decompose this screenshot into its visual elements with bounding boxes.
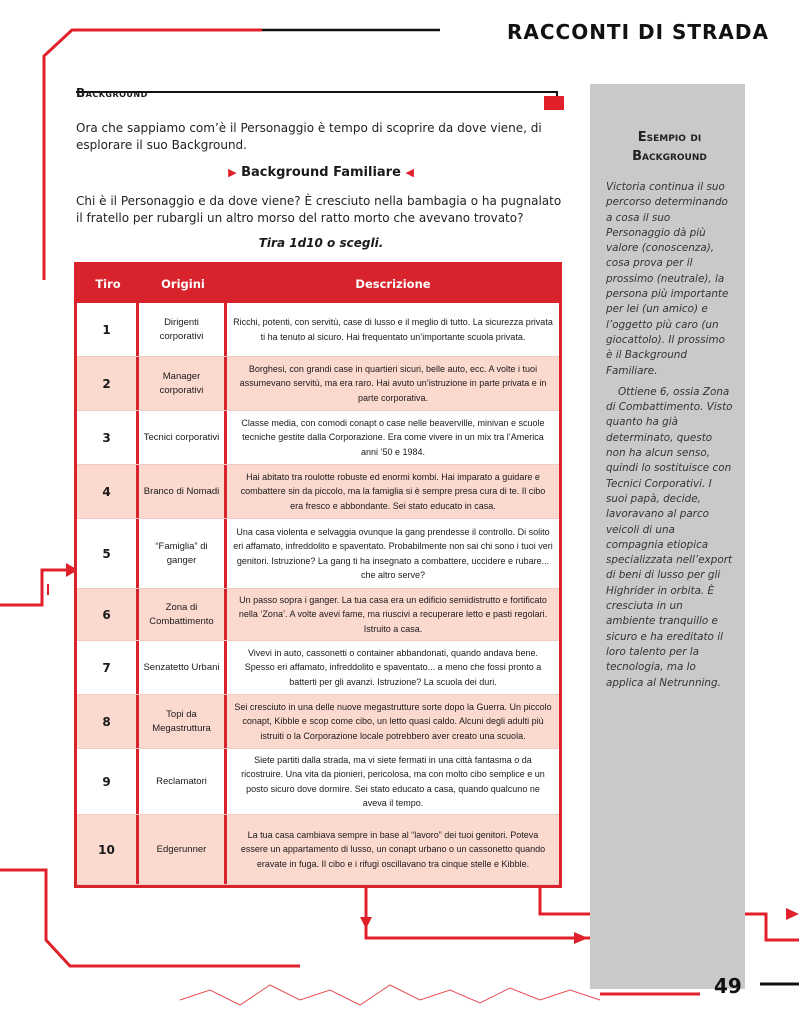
triangle-right-icon: ▶: [228, 166, 237, 179]
row-origin: Edgerunner: [139, 815, 227, 884]
sub-heading: [76, 165, 566, 180]
row-roll: 7: [77, 641, 139, 694]
page-number: 49: [714, 974, 742, 998]
row-roll: 5: [77, 519, 139, 588]
table-row: [77, 465, 559, 519]
table-row: [77, 641, 559, 695]
table-row: [77, 411, 559, 465]
question-paragraph: Chi è il Personaggio e da dove viene? È cresciuto nella bambagia o ha pugnalato il fratello per rubargli un altro morso del ratto morto che avevano trovato?: [76, 194, 562, 225]
row-description: Ricchi, potenti, con servitù, case di lusso e il meglio di tutto. La sicurezza privata ti ha tenuto al sicuro. Hai frequentato un’importante scuola privata.: [233, 317, 553, 342]
header-description: Descrizione: [355, 277, 431, 291]
row-roll: 3: [77, 411, 139, 464]
row-roll: 8: [77, 695, 139, 748]
row-roll: 10: [77, 815, 139, 884]
row-origin: Branco di Nomadi: [139, 465, 227, 518]
row-description: Classe media, con comodi conapt o case nelle beaverville, minivan e scuole tecniche gestite dalla Corporazione. Era come vivere in un mix tra l’America anni ’50 e 1984.: [241, 417, 545, 457]
row-origin: Zona di Combattimento: [139, 589, 227, 640]
row-roll: 1: [77, 303, 139, 356]
row-origin: Topi da Megastruttura: [139, 695, 227, 748]
chapter-title: RACCONTI DI STRADA: [506, 20, 769, 44]
row-description: Vivevi in auto, cassonetti o container abbandonati, quando andava bene. Spesso eri affamato, infreddolito e spaventato... a meno che fossi pronto a batterti per gli avanzi. Istruzione? La scuola dei duri.: [244, 647, 542, 687]
sidebar-paragraph: Ottiene 6, ossia Zona di Combattimento. Visto quanto ha già determinato, questo non ha alcun senso, quindi lo sostituisce con Tecnici Corporativi. I suoi papà, decide, lavoravano al parco veicoli di una compagnia etiopica specializzata nell’export di beni di lusso per gli Highrider in orbita. È cresciuta in un ambiente tranquillo e sicuro e ha ereditato il loro talento per la tecnologia, ma lo applica al Netrunning.: [606, 385, 733, 689]
header-origin: Origini: [161, 277, 205, 291]
row-roll: 4: [77, 465, 139, 518]
row-description: Una casa violenta e selvaggia ovunque la gang prendesse il controllo. Di solito eri affamato, infreddolito e spaventato. Probabilmente non sai chi sono i tuoi veri genitori. Istruzione? La gang ti ha insegnato a combattere, uccidere e rubare... che altro serve?: [233, 526, 553, 580]
table-body: [77, 303, 559, 885]
section-heading: Background: [76, 86, 148, 100]
row-description: Sei cresciuto in una delle nuove megastrutture sorte dopo la Guerra. Un piccolo conapt, Kibble e scop come cibo, un letto quasi caldo. Alcuni degli adulti più istruiti o la Corporazione locale potrebbero aver creato una scuola.: [234, 701, 552, 741]
row-description: Borghesi, con grandi case in quartieri sicuri, belle auto, ecc. A volte i tuoi assumevano servitù, ma era raro. Hai avuto un’istruzione in parte privata e in parte corporativa.: [239, 363, 547, 403]
row-description: Hai abitato tra roulotte robuste ed enormi kombi. Hai imparato a guidare e combattere sin da piccolo, ma la famiglia si è sempre presa cura di te. Il cibo era fresco e abbondante. Sei stato educato in casa.: [240, 471, 546, 511]
row-roll: 2: [77, 357, 139, 410]
row-origin: “Famiglia” di ganger: [139, 519, 227, 588]
row-description: Un passo sopra i ganger. La tua casa era un edificio semidistrutto e fortificato nella ‘Zona’. A volte avevi fame, ma riuscivi a recuperare letto e pasti regolari. Istruito a casa.: [238, 594, 548, 634]
header-roll: Tiro: [95, 277, 121, 291]
intro-paragraph: Ora che sappiamo com’è il Personaggio è tempo di scoprire da dove viene, di esplorare il suo Background.: [76, 121, 542, 152]
table-row: [77, 815, 559, 885]
row-origin: Manager corporativi: [139, 357, 227, 410]
row-origin: Dirigenti corporativi: [139, 303, 227, 356]
table-row: [77, 303, 559, 357]
triangle-left-icon: ◀: [405, 166, 414, 179]
row-roll: 9: [77, 749, 139, 814]
table-row: [77, 749, 559, 815]
row-origin: Reclamatori: [139, 749, 227, 814]
roll-instruction: Tira 1d10 o scegli.: [258, 236, 384, 250]
row-description: Siete partiti dalla strada, ma vi siete fermati in una città fantasma o da ricostruire. Una vita da pionieri, pericolosa, ma con molto cibo semplice e un posto sicuro dove dormire. Sei stato educato a casa, quando qualcuno ne aveva il tempo.: [241, 754, 545, 808]
sub-heading-label: Background Familiare: [241, 165, 401, 180]
table-header: [77, 265, 559, 303]
sidebar-title: Esempio di Background: [632, 130, 707, 164]
row-description: La tua casa cambiava sempre in base al “lavoro” dei tuoi genitori. Poteva essere un appartamento di lusso, un conapt urbano o un cassonetto quando eravate in fuga. Il cibo e i rifugi oscillavano tra cinque stelle e Kibble.: [240, 829, 546, 869]
row-roll: 6: [77, 589, 139, 640]
example-sidebar: [590, 84, 745, 989]
sidebar-paragraph: Victoria continua il suo percorso determinando a cosa il suo Personaggio dà più valore (conoscenza), cosa prova per il prossimo (neutrale), la persona più importante per lei (un amico) e l’oggetto più caro (un giocattolo). Il prossimo è il Background Familiare.: [606, 181, 729, 377]
table-row: [77, 589, 559, 641]
row-origin: Tecnici corporativi: [139, 411, 227, 464]
table-row: [77, 357, 559, 411]
background-table: [74, 262, 562, 888]
table-row: [77, 519, 559, 589]
row-origin: Senzatetto Urbani: [139, 641, 227, 694]
table-row: [77, 695, 559, 749]
